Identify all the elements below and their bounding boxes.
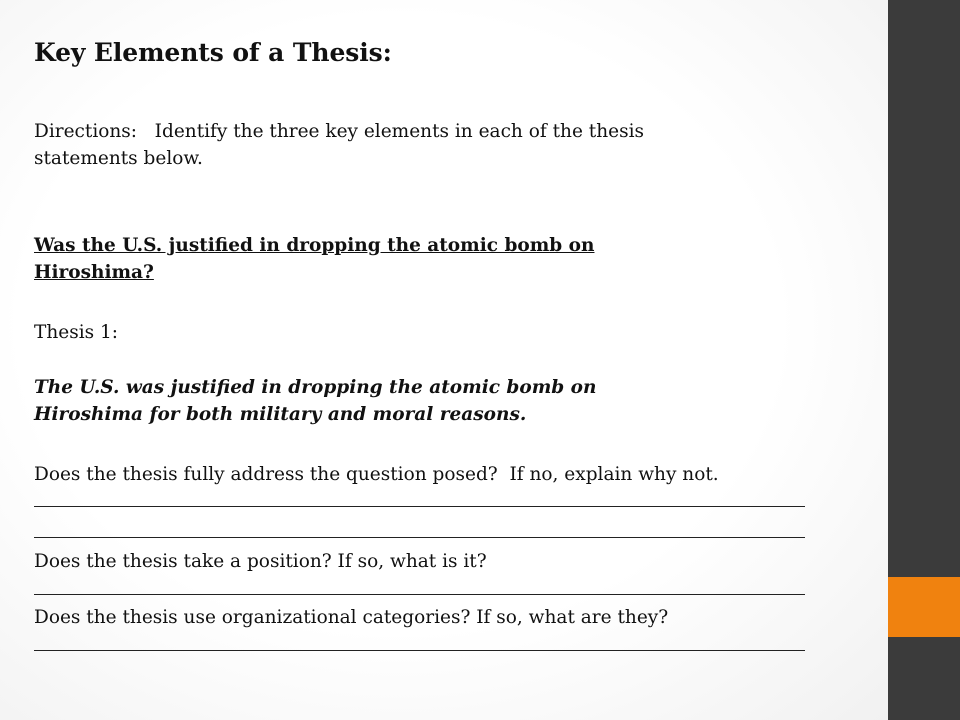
prompt-address-question: Does the thesis fully address the question posed? If no, explain why not.: [34, 464, 719, 485]
directions-line-1: Directions: Identify the three key elements in each of the thesis: [34, 121, 644, 142]
answer-line: [34, 484, 805, 507]
prompt-position: Does the thesis take a position? If so, what is it?: [34, 551, 487, 572]
thesis-line-2: Hiroshima for both military and moral reasons.: [34, 404, 527, 425]
thesis-statement: [34, 374, 596, 428]
sidebar-accent-block: [888, 577, 960, 637]
directions-text: [34, 118, 644, 172]
directions-line-2: statements below.: [34, 148, 203, 169]
answer-line: [34, 572, 805, 595]
answer-line: [34, 515, 805, 538]
thesis-line-1: The U.S. was justified in dropping the atomic bomb on: [34, 377, 597, 398]
essay-question: [34, 232, 594, 286]
question-line-2: Hiroshima?: [34, 262, 154, 283]
thesis-label: Thesis 1:: [34, 322, 118, 343]
question-line-1: Was the U.S. justified in dropping the atomic bomb on: [34, 235, 595, 256]
prompt-categories: Does the thesis use organizational categories? If so, what are they?: [34, 607, 669, 628]
slide-title: Key Elements of a Thesis:: [34, 38, 392, 67]
answer-line: [34, 628, 805, 651]
